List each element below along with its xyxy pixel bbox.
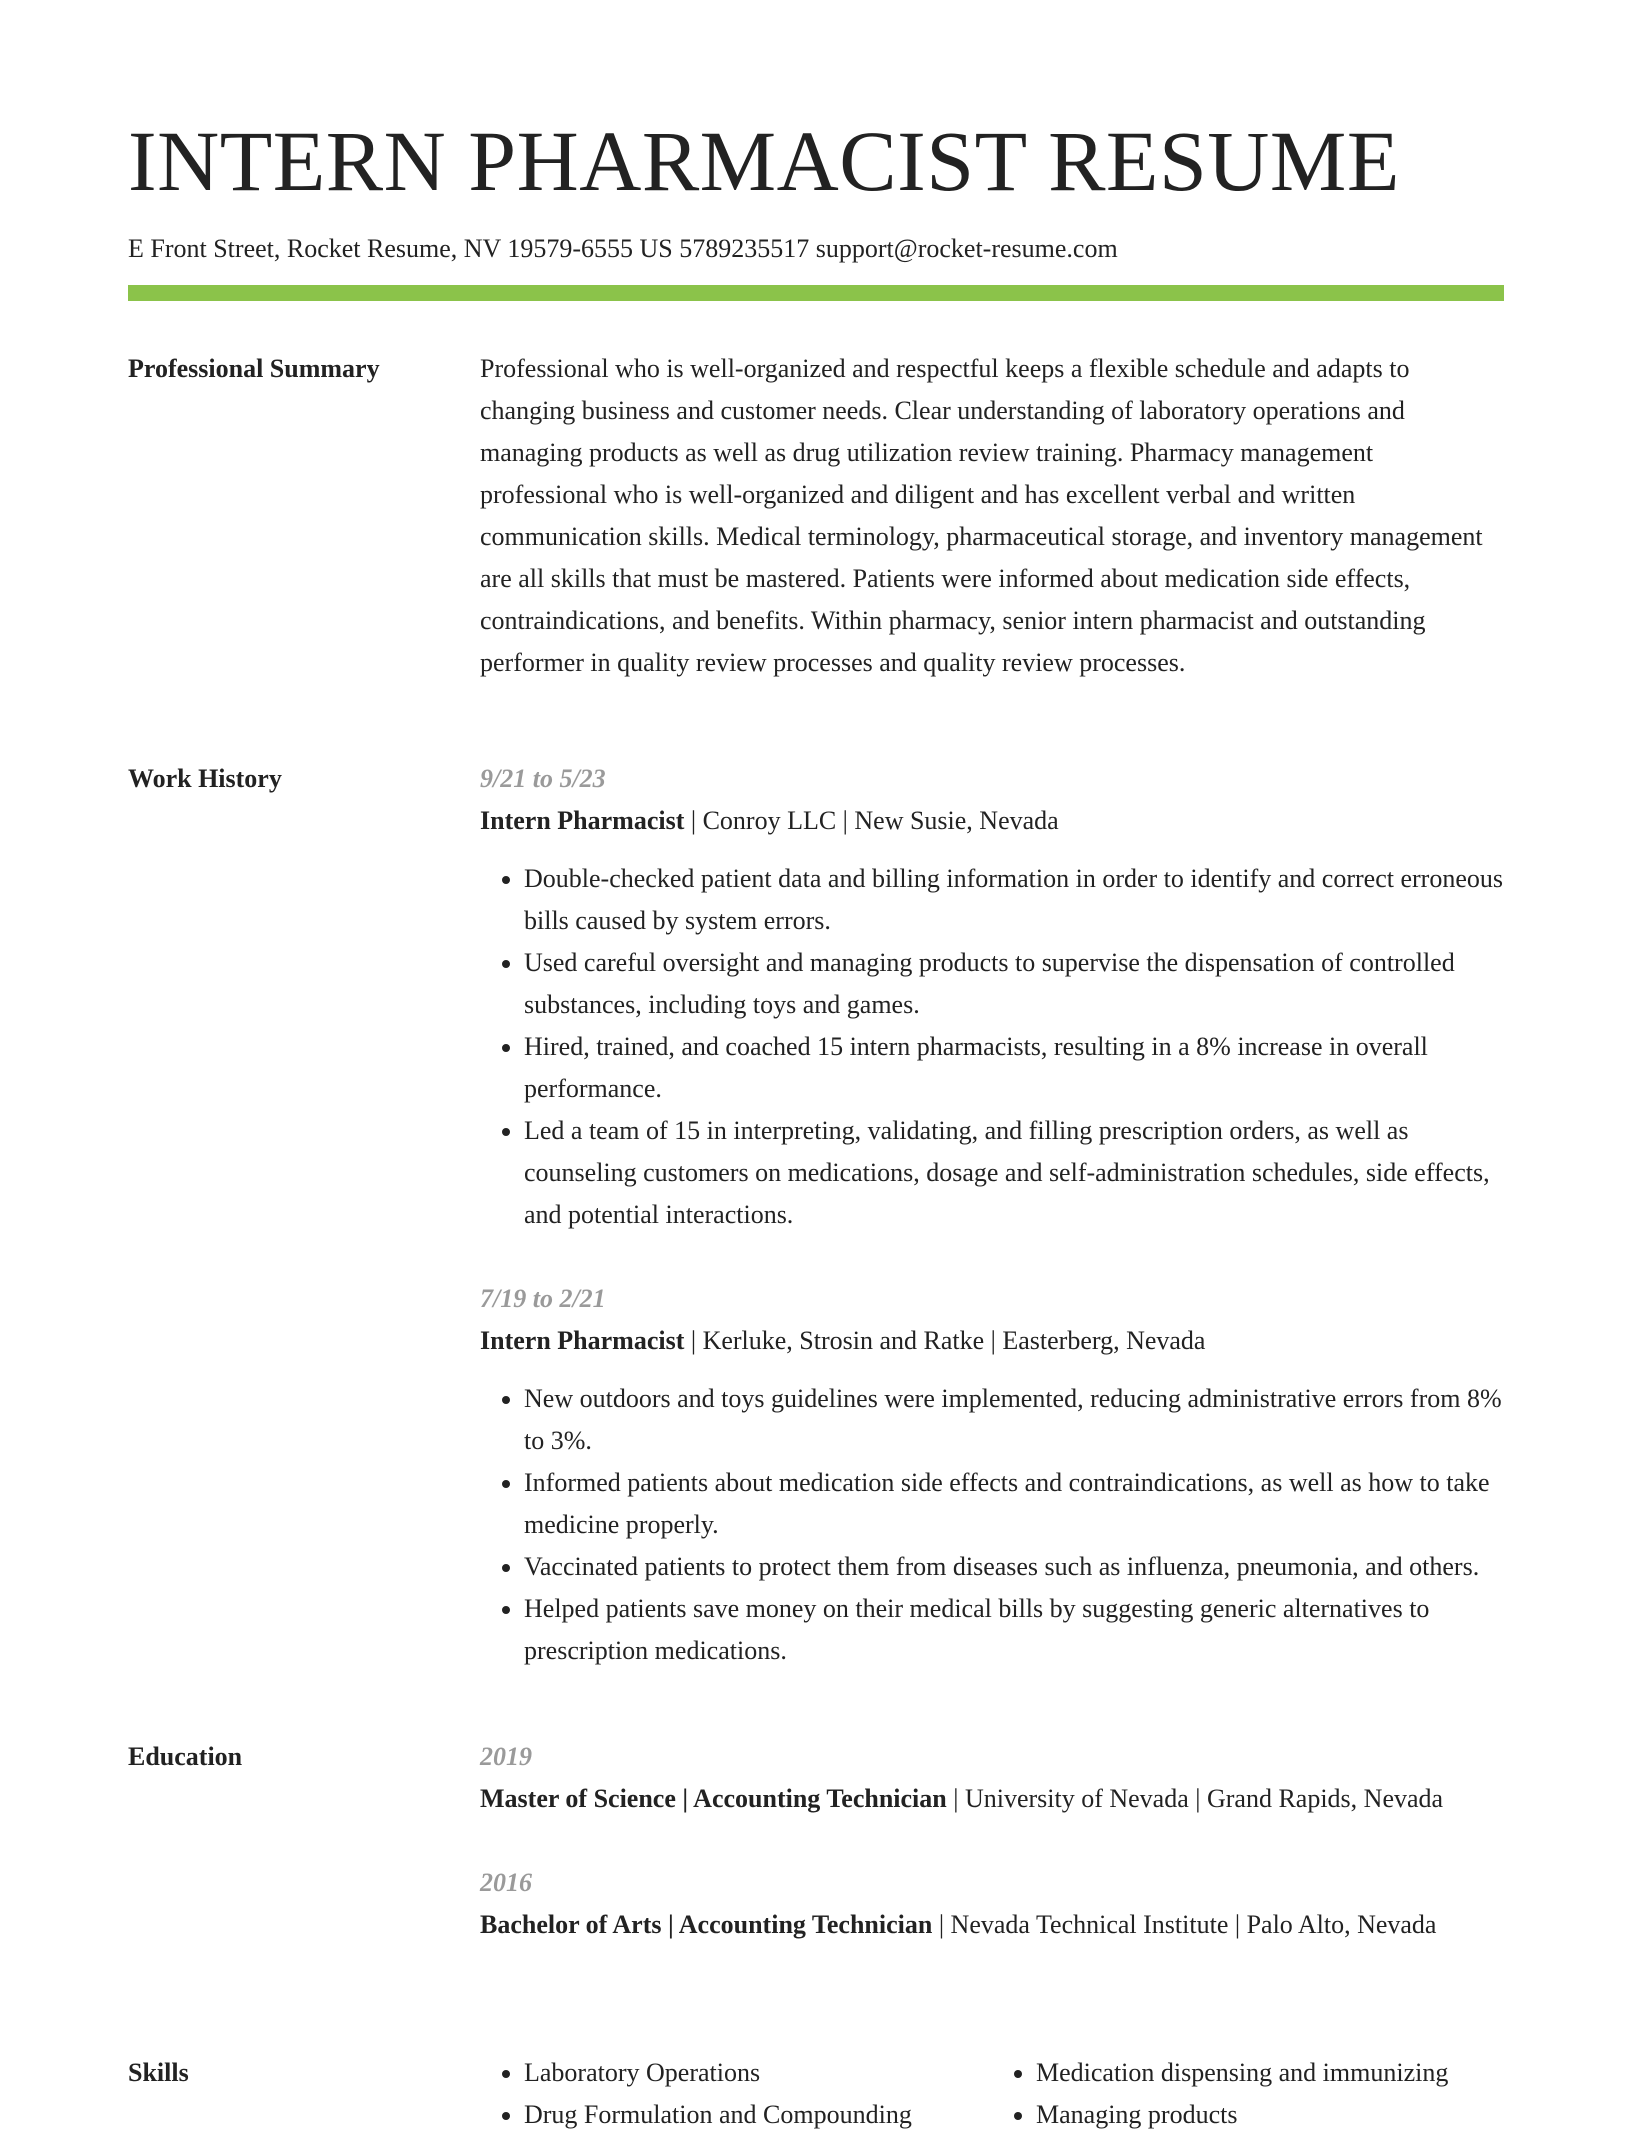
work-body xyxy=(480,758,1504,1672)
section-title-skills: Skills xyxy=(128,2058,189,2087)
skill-item: • Laboratory Operations xyxy=(524,2052,992,2094)
job-bullet: • Vaccinated patients to protect them from diseases such as influenza, pneumonia, and others. xyxy=(524,1546,1504,1588)
job-dates: 7/19 to 2/21 xyxy=(480,1284,606,1313)
degree-title: Master of Science | Accounting Technician xyxy=(480,1784,947,1813)
job-bullet: • Double-checked patient data and billing information in order to identify and correct erroneous bills caused by system errors. xyxy=(524,858,1504,942)
degree-title: Bachelor of Arts | Accounting Technician xyxy=(480,1910,933,1939)
job-bullet: • Used careful oversight and managing products to supervise the dispensation of controlled substances, including toys and games. xyxy=(524,942,1504,1026)
skills-columns xyxy=(480,2052,1504,2136)
section-title-education: Education xyxy=(128,1742,243,1771)
section-title-summary: Professional Summary xyxy=(128,354,380,383)
skill-item: • Medication dispensing and immunizing xyxy=(1036,2052,1504,2094)
resume-title: INTERN PHARMACIST RESUME xyxy=(128,113,1400,209)
job-bullet: • Informed patients about medication side effects and contraindications, as well as how to take medicine properly. xyxy=(524,1462,1504,1546)
education-body xyxy=(480,1736,1504,1946)
education-entry xyxy=(480,1736,1504,1820)
job-details: | Conroy LLC | New Susie, Nevada xyxy=(684,806,1059,835)
education-details: | Nevada Technical Institute | Palo Alto, Nevada xyxy=(932,1910,1437,1939)
education-year: 2016 xyxy=(480,1868,532,1897)
skills-body xyxy=(480,2052,1504,2136)
education-entry xyxy=(480,1862,1504,1946)
skill-item: • Drug Formulation and Compounding xyxy=(524,2094,992,2136)
job-details: | Kerluke, Strosin and Ratke | Easterberg, Nevada xyxy=(684,1326,1206,1355)
header-divider xyxy=(128,285,1504,301)
education-heading xyxy=(480,1904,1504,1946)
education-year: 2019 xyxy=(480,1742,532,1771)
job-heading xyxy=(480,1320,1504,1362)
job-bullets xyxy=(480,1378,1504,1672)
job-entry xyxy=(480,758,1504,1236)
job-bullet: • Helped patients save money on their medical bills by suggesting generic alternatives to prescription medications. xyxy=(524,1588,1504,1672)
skills-list-right xyxy=(992,2052,1504,2136)
job-title: Intern Pharmacist xyxy=(480,1326,685,1355)
job-title: Intern Pharmacist xyxy=(480,806,685,835)
summary-body xyxy=(480,348,1504,684)
contact-line: E Front Street, Rocket Resume, NV 19579-6555 US 5789235517 support@rocket-resume.com xyxy=(128,234,1118,263)
education-details: | University of Nevada | Grand Rapids, Nevada xyxy=(946,1784,1444,1813)
job-bullet: • Led a team of 15 in interpreting, validating, and filling prescription orders, as well as counseling customers on medications, dosage and self-administration schedules, side effects, and potential interactions. xyxy=(524,1110,1504,1236)
job-bullet: • Hired, trained, and coached 15 intern pharmacists, resulting in a 8% increase in overall performance. xyxy=(524,1026,1504,1110)
skill-item: • Managing products xyxy=(1036,2094,1504,2136)
job-entry xyxy=(480,1278,1504,1672)
summary-text: Professional who is well-organized and respectful keeps a flexible schedule and adapts to changing business and customer needs. Clear understanding of laboratory operations and managing products as well as drug utilization review training. Pharmacy management professional who is well-organized and diligent and has excellent verbal and written communication skills. Medical terminology, pharmaceutical storage, and inventory management are all skills that must be mastered. Patients were informed about medication side effects, contraindications, and benefits. Within pharmacy, senior intern pharmacist and outstanding performer in quality review processes and quality review processes. xyxy=(480,354,1483,677)
job-heading xyxy=(480,800,1504,842)
education-heading xyxy=(480,1778,1504,1820)
skills-list-left xyxy=(480,2052,992,2136)
job-bullets xyxy=(480,858,1504,1236)
job-bullet: • New outdoors and toys guidelines were implemented, reducing administrative errors from 8% to 3%. xyxy=(524,1378,1504,1462)
job-dates: 9/21 to 5/23 xyxy=(480,764,606,793)
section-title-work: Work History xyxy=(128,764,282,793)
